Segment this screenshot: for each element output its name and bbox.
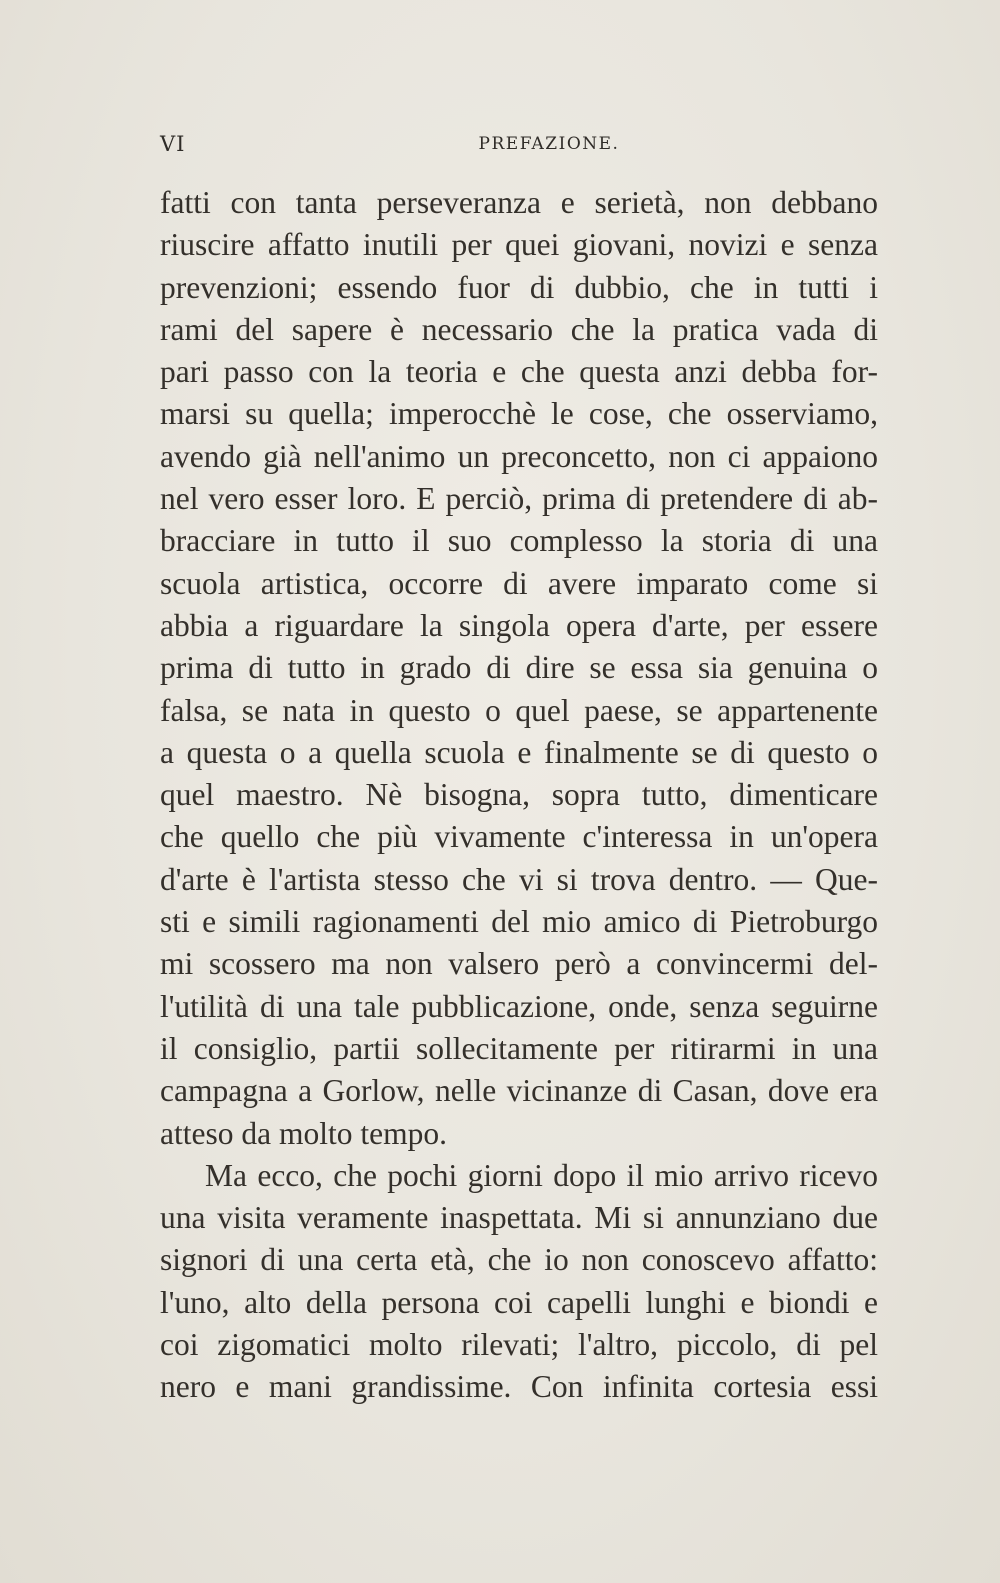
text-line: nero e mani grandissime. Con infinita cortesia essi: [160, 1369, 878, 1405]
text-line: sti e simili ragionamenti del mio amico di Pietroburgo: [160, 904, 878, 940]
text-line: bracciare in tutto il suo complesso la storia di una: [160, 523, 878, 559]
text-line: fatti con tanta perseveranza e serietà, non debbano: [160, 185, 878, 220]
text-line: d'arte è l'artista stesso che vi si trova dentro. — Que-: [160, 861, 878, 897]
text-line: prima di tutto in grado di dire se essa sia genuina o: [160, 650, 878, 686]
text-line: falsa, se nata in questo o quel paese, se appartenente: [160, 692, 878, 728]
page-number: VI: [160, 132, 186, 156]
text-line: pari passo con la teoria e che questa anzi debba for-: [160, 354, 878, 390]
paragraph-end-line: atteso da molto tempo.: [160, 1115, 447, 1151]
running-head: [160, 126, 878, 166]
text-line: riuscire affatto inutili per quei giovani, novizi e senza: [160, 227, 878, 263]
text-line: rami del sapere è necessario che la pratica vada di: [160, 311, 878, 347]
text-line: abbia a riguardare la singola opera d'arte, per essere: [160, 607, 878, 643]
text-line: prevenzioni; essendo fuor di dubbio, che in tutti i: [160, 269, 878, 305]
text-line: una visita veramente inaspettata. Mi si annunziano due: [160, 1200, 878, 1236]
text-line: a questa o a quella scuola e finalmente se di questo o: [160, 734, 878, 770]
body-text: [160, 182, 878, 1409]
text-line: il consiglio, partii sollecitamente per ritirarmi in una: [160, 1030, 878, 1066]
text-line: coi zigomatici molto rilevati; l'altro, piccolo, di pel: [160, 1327, 878, 1363]
text-line: che quello che più vivamente c'interessa in un'opera: [160, 819, 878, 855]
text-line: signori di una certa età, che io non conoscevo affatto:: [160, 1242, 878, 1278]
text-line: avendo già nell'animo un preconcetto, non ci appaiono: [160, 438, 878, 474]
text-line: nel vero esser loro. E perciò, prima di pretendere di ab-: [160, 481, 878, 517]
paragraph-start-line: Ma ecco, che pochi giorni dopo il mio arrivo ricevo: [205, 1157, 878, 1193]
text-line: marsi su quella; imperocchè le cose, che osserviamo,: [160, 396, 878, 432]
text-line: quel maestro. Nè bisogna, sopra tutto, dimenticare: [160, 777, 878, 813]
text-line: scuola artistica, occorre di avere imparato come si: [160, 565, 878, 601]
text-line: l'uno, alto della persona coi capelli lunghi e biondi e: [160, 1284, 878, 1320]
running-title: PREFAZIONE.: [478, 134, 620, 154]
text-line: l'utilità di una tale pubblicazione, onde, senza seguirne: [160, 988, 878, 1024]
text-line: campagna a Gorlow, nelle vicinanze di Casan, dove era: [160, 1073, 878, 1109]
text-line: mi scossero ma non valsero però a convincermi del-: [160, 946, 878, 982]
